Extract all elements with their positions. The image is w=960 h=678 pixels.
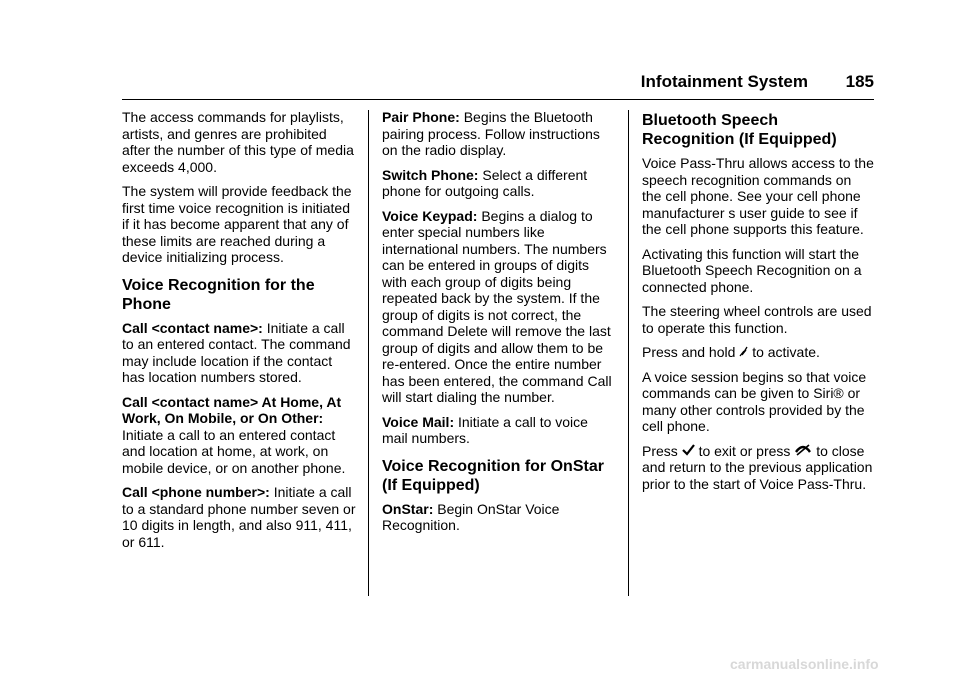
paragraph: Voice Pass-Thru allows access to the speech recognition commands on the cell phone. See your cell phone manufacturer s user guide to see if the cell phone supports this feature. [642,155,874,237]
command-description: Begins a dialog to enter special numbers like international numbers. The numbers can be entered in groups of digits with each group of digits being repeated back by the system. If the group of digits is not correct, the command Delete will remove the last group of digits and allow them to be re-entered. Once the entire number has been entered, the command Call will start dialing the number. [382,207,612,405]
page-header [122,72,874,98]
command-description: Initiate a call to an entered contact. The command may include location if the contact has location numbers stored. [122,319,351,385]
command-separator: : [449,413,455,430]
command-name: Call <phone number> [122,484,266,500]
paragraph: The access commands for playlists, artists, and genres are prohibited after the number of this type of media exceeds 4,000. [122,109,354,175]
header-rule [122,99,874,100]
command-name: Pair Phone [382,109,456,125]
command-description: Select a different phone for outgoing calls. [382,166,588,199]
text-run: to close and return to the previous application prior to the start of Voice Pass-Thru. [642,442,873,492]
command-name: Voice Keypad [382,207,473,224]
command-name: Voice Mail [382,413,450,430]
column-divider-2 [628,110,629,596]
command-entry [122,484,356,550]
section-title: Infotainment System [640,72,808,91]
end-call-icon [794,443,812,460]
command-name: Call <contact name> At Home, At Work, On Mobile, or On Other [122,393,342,426]
command-separator: : [318,410,324,426]
voice-icon [739,344,748,361]
command-separator: : [473,166,479,183]
command-separator: : [428,500,434,517]
checkmark-icon [682,443,695,460]
command-description: Initiate a call to an entered contact and location at home, at work, on mobile device, or on another phone. [122,426,346,476]
section-heading: Voice Recognition for OnStar (If Equipped) [382,457,604,494]
watermark: carmanualsonline.info [730,656,879,672]
command-entry [382,109,614,159]
section-heading: Voice Recognition for the Phone [122,276,315,313]
command-name: Call <contact name> [122,319,259,336]
command-entry [122,320,356,386]
column-1 [122,109,356,558]
command-entry [382,501,614,534]
command-separator: : [472,207,478,224]
column-divider-1 [368,110,369,596]
command-entry [382,167,614,200]
command-separator: : [265,484,270,500]
page-number: 185 [845,72,874,91]
column-3 [642,109,874,500]
text-run: to activate. [752,344,820,360]
paragraph: The system will provide feedback the first time voice recognition is initiated if it has become apparent that any of these limits are reached during a device initializing process. [122,183,352,265]
command-entry [382,208,614,406]
command-entry [122,394,356,477]
command-name: OnStar [382,500,429,517]
command-separator: : [455,109,460,125]
command-name: Switch Phone [382,166,474,183]
command-description: Initiate a call to voice mail numbers. [382,413,588,446]
text-run: Press and hold [642,344,736,360]
paragraph: A voice session begins so that voice commands can be given to Siri® or many other controls provided by the cell phone. [642,368,867,434]
command-description: Begin OnStar Voice Recognition. [382,500,560,533]
text-run: to exit or press [698,442,791,459]
command-entry [382,414,614,447]
paragraph: The steering wheel controls are used to operate this function. [642,303,872,336]
section-heading: Bluetooth Speech Recognition (If Equipped) [642,112,837,148]
paragraph: Activating this function will start the Bluetooth Speech Recognition on a connected phone. [642,245,862,295]
paragraph [642,443,874,493]
text-run: Press [642,442,678,459]
column-2 [382,109,614,542]
command-separator: : [258,319,263,336]
command-description: Begins the Bluetooth pairing process. Follow instructions on the radio display. [382,109,600,158]
command-description: Initiate a call to a standard phone number seven or 10 digits in length, and also 911, 411, or 611. [122,484,356,550]
paragraph [642,344,874,361]
